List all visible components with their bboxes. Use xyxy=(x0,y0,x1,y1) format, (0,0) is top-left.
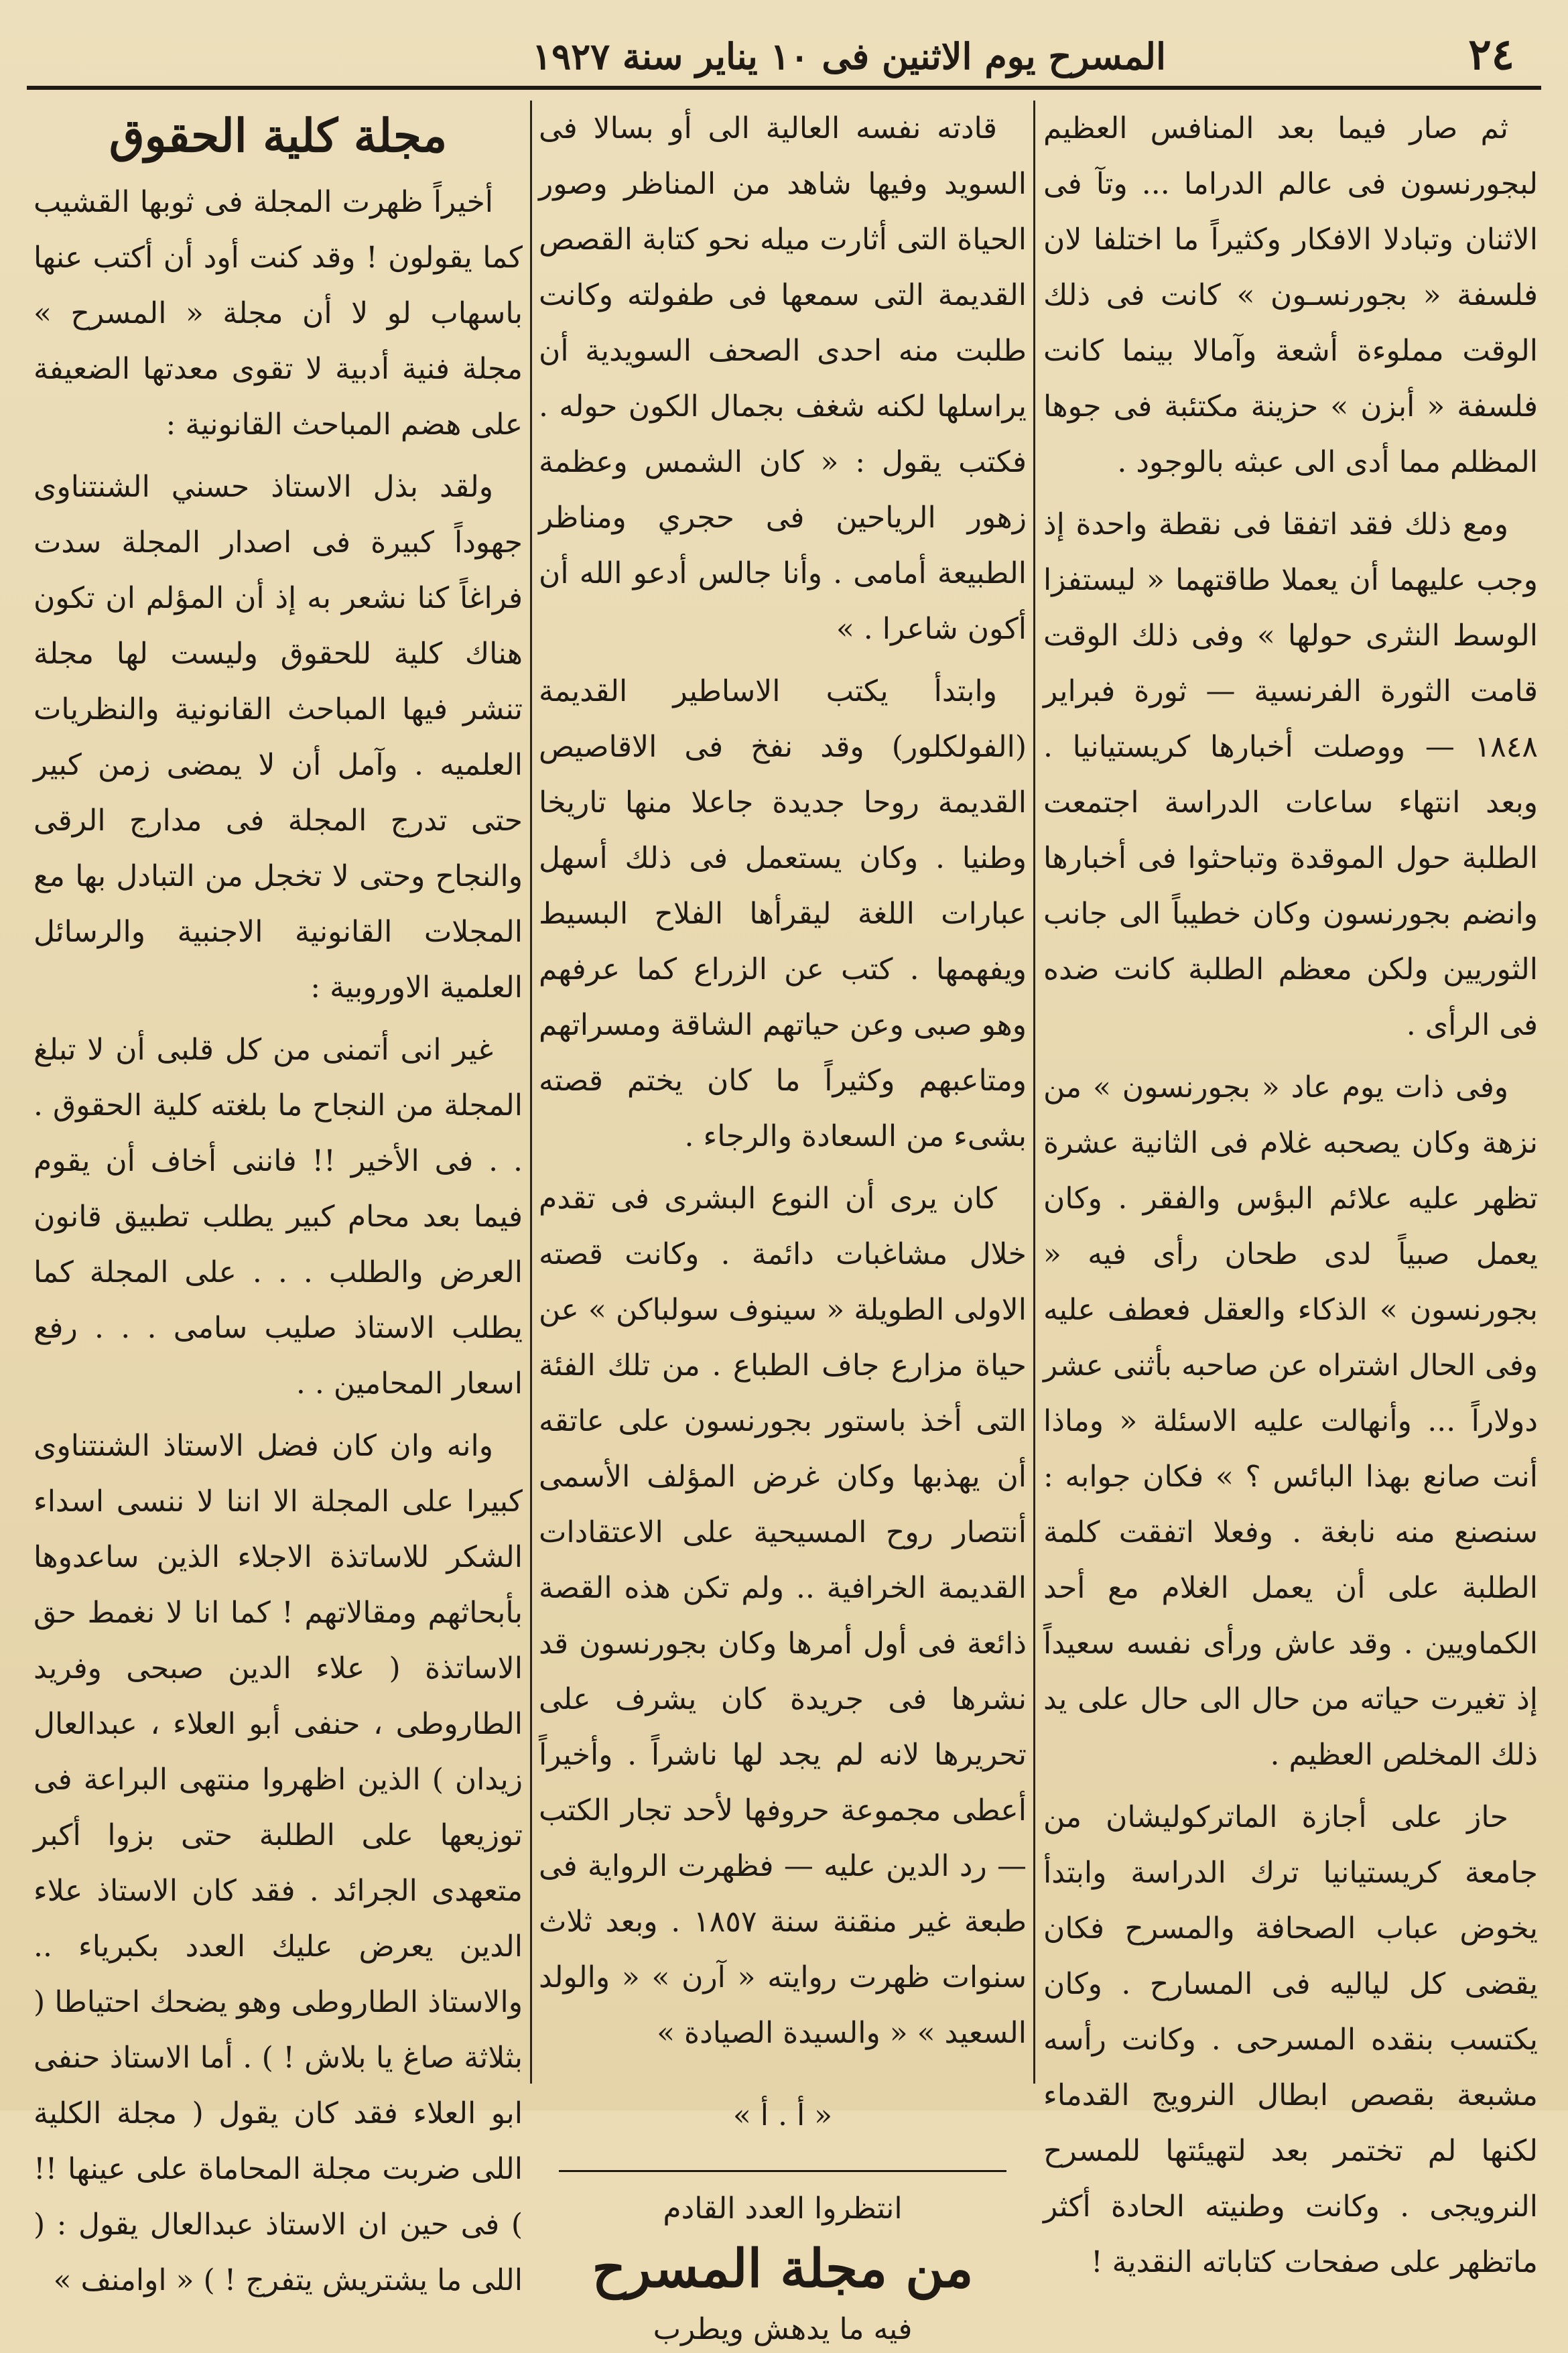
paragraph: أخيراً ظهرت المجلة فى ثوبها القشيب كما يقولون ! وقد كنت أود أن أكتب عنها باسهاب لو لا أن مجلة « المسرح » مجلة فنية أدبية لا تقوى معدتها الضعيفة على هضم المباحث القانونية : xyxy=(34,185,523,442)
notice-divider xyxy=(559,2170,1006,2172)
paragraph: ثم صار فيما بعد المنافس العظيم لبجورنسون فى عالم الدراما ... وتآ فى الاثنان وتبادلا الافكار وكثيراً ما اختلفا لان فلسفة « بجورنسـون » كانت فى ذلك الوقت مملوءة أشعة وآمالا بينما كانت فلسفة « أبزن » حزينة مكتئبة فى جوها المظلم مما أدى الى عبثه بالوجود . xyxy=(1043,111,1538,479)
paragraph: وانه وان كان فضل الاستاذ الشنتناوى كبيرا على المجلة الا اننا لا ننسى اسداء الشكر للاساتذة الاجلاء الذين ساعدوها بأبحاثهم ومقالاتهم ! كما انا لا نغمط حق الاساتذة ( علاء الدين صبحى وفريد الطاروطى ، حنفى أبو العلاء ، عبدالعال زيدان ) الذين اظهروا منتهى البراعة فى توزيعها على الطلبة حتى بزوا أكبر متعهدى الجرائد . فقد كان الاستاذ علاء الدين يعرض عليك العدد بكبرياء .. والاستاذ الطاروطى وهو يضحك احتياطا ( بثلاثة صاغ يا بلاش ! ) . أما الاستاذ حنفى ابو العلاء فقد كان يقول ( مجلة الكلية اللى ضربت مجلة المحاماة على عينها !! ) فى حين ان الاستاذ عبدالعال يقول : ( اللى ما يشتريش يتفرج ! ) « اوامنف » xyxy=(34,1429,523,2297)
next-issue-notice xyxy=(539,2185,1027,2353)
author-signature: « أ . أ » xyxy=(732,2098,833,2133)
column-middle xyxy=(539,101,1027,2346)
notice-line-2: من مجلة المسرح xyxy=(592,2238,974,2299)
column-divider xyxy=(530,101,532,2084)
paragraph: وفى ذات يوم عاد « بجورنسون » من نزهة وكان يصحبه غلام فى الثانية عشرة تظهر عليه علائم البؤس والفقر . وكان يعمل صبياً لدى طحان رأى فيه « بجورنسون » الذكاء والعقل فعطف عليه وفى الحال اشتراه عن صاحبه بأثنى عشر دولاراً ... وأنهالت عليه الاسئلة « وماذا أنت صانع بهذا البائس ؟ » فكان جوابه : سنصنع منه نابغة . وفعلا اتفقت كلمة الطلبة على أن يعمل الغلام مع أحد الكماويين . وقد عاش ورأى نفسه سعيداً إذ تغيرت حياته من حال الى حال على يد ذلك المخلص العظيم . xyxy=(1043,1070,1538,1772)
header-rule xyxy=(27,86,1541,90)
paragraph: ولقد بذل الاستاذ حسني الشنتناوى جهوداً كبيرة فى اصدار المجلة سدت فراغاً كنا نشعر به إذ أن المؤلم ان تكون هناك كلية للحقوق وليست لها مجلة تنشر فيها المباحث القانونية والنظريات العلميه . وآمل أن لا يمضى زمن كبير حتى تدرج المجلة فى مدارج الرقى والنجاح وحتى لا تخجل من التبادل بها مع المجلات القانونية الاجنبية والرسائل العلمية الاوروبية : xyxy=(34,470,523,1005)
notice-line-1: انتظروا العدد القادم xyxy=(663,2191,903,2226)
paragraph: كان يرى أن النوع البشرى فى تقدم خلال مشاغبات دائمة . وكانت قصته الاولى الطويلة « سينوف سولباكن » عن حياة مزارع جاف الطباع . من تلك الفئة التى أخذ باستور بجورنسون على عاتقه أن يهذبها وكان غرض المؤلف الأسمى أنتصار روح المسيحية على الاعتقادات القديمة الخرافية .. ولم تكن هذه القصة ذائعة فى أول أمرها وكان بجورنسون قد نشرها فى جريدة كان يشرف على تحريرها لانه لم يجد لها ناشراً . وأخيراً أعطى مجموعة حروفها لأحد تجار الكتب — رد الدين عليه — فظهرت الرواية فى طبعة غير منقنة سنة ١٨٥٧ . وبعد ثلاث سنوات ظهرت روايته « آرن » « والولد السعيد » « والسيدة الصيادة » xyxy=(539,1182,1027,2050)
article-title: مجلة كلية الحقوق xyxy=(109,109,448,163)
paragraph: ومع ذلك فقد اتفقا فى نقطة واحدة إذ وجب عليهما أن يعملا طاقتهما « ليستفزا الوسط النثرى حولها » وفى ذلك الوقت قامت الثورة الفرنسية — ثورة فبراير ١٨٤٨ — ووصلت أخبارها كريستيانيا . وبعد انتهاء ساعات الدراسة اجتمعت الطلبة حول الموقدة وتباحثوا فى أخبارها وانضم بجورنسون وكان خطيباً الى جانب الثوريين ولكن معظم الطلبة كانت ضده فى الرأى . xyxy=(1043,507,1538,1042)
header-title: المسرح يوم الاثنين فى ١٠ يناير سنة ١٩٢٧ xyxy=(532,35,1166,78)
column-right xyxy=(1043,101,1538,2279)
paragraph: وابتدأ يكتب الاساطير القديمة (الفولكلور) وقد نفخ فى الاقاصيص القديمة روحا جديدة جاعلا منها تاريخا وطنيا . وكان يستعمل فى ذلك أسهل عبارات اللغة ليقرأها الفلاح البسيط ويفهمها . كتب عن الزراع كما عرفهم وهو صبى وعن حياتهم الشاقة ومسراتهم ومتاعبهم وكثيراً ما كان يختم قصته بشىء من السعادة والرجاء . xyxy=(539,674,1027,1153)
column-divider xyxy=(1033,101,1035,2084)
paragraph: غير انى أتمنى من كل قلبى أن لا تبلغ المجلة من النجاح ما بلغته كلية الحقوق . . . فى الأخير !! فاننى أخاف أن يقوم فيما بعد محام كبير يطلب تطبيق قانون العرض والطلب . . . على المجلة كما يطلب الاستاذ صليب سامى . . . رفع اسعار المحامين . . xyxy=(34,1033,523,1401)
paragraph: قادته نفسه العالية الى أو بسالا فى السويد وفيها شاهد من المناظر وصور الحياة التى أثارت ميله نحو كتابة القصص القديمة التى سمعها فى طفولته وكانت طلبت منه احدى الصحف السويدية أن يراسلها لكنه شغف بجمال الكون حوله . فكتب يقول : « كان الشمس وعظمة زهور الرياحين فى حجري ومناظر الطبيعة أمامى . وأنا جالس أدعو الله أن أكون شاعرا . » xyxy=(539,111,1027,646)
page-header xyxy=(27,20,1541,87)
paragraph: حاز على أجازة الماتركوليشان من جامعة كريستيانيا ترك الدراسة وابتدأ يخوض عباب الصحافة والمسرح فكان يقضى كل لياليه فى المسارح . وكان يكتسب بنقده المسرحى . وكانت رأسه مشبعة بقصص ابطال النرويج القدماء لكنها لم تختمر بعد لتهيئتها للمسرح النرويجى . وكانت وطنيته الحادة أكثر ماتظهر على صفحات كتاباته النقدية ! xyxy=(1043,1800,1538,2279)
column-left xyxy=(34,101,523,2297)
page-number: ٢٤ xyxy=(1468,29,1514,80)
notice-line-3: فيه ما يدهش ويطرب xyxy=(653,2312,913,2346)
